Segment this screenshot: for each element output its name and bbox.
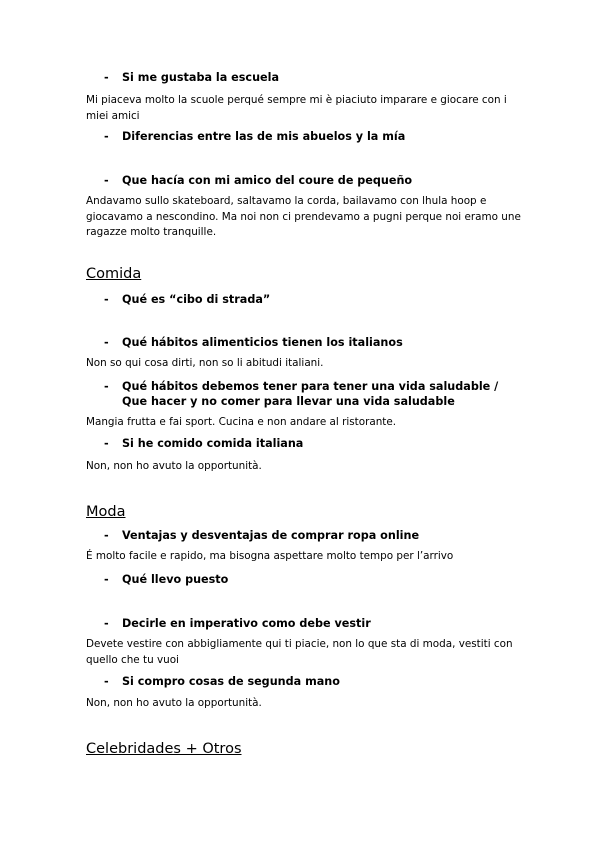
question-text: Si he comido comida italiana <box>122 437 304 450</box>
question-text: Qué hábitos debemos tener para tener una vida saludable / Que hacer y no comer para llevar una vida saludable <box>122 380 499 408</box>
bullet-dash: - <box>104 617 109 630</box>
question-text: Si me gustaba la escuela <box>122 71 280 84</box>
bullet-dash: - <box>104 380 109 393</box>
question-imperative <box>104 616 371 631</box>
section-heading-moda: Moda <box>86 504 126 520</box>
section-heading-comida: Comida <box>86 266 142 282</box>
bullet-dash: - <box>104 174 109 187</box>
question-healthy-life <box>104 379 498 409</box>
question-italian-food <box>104 436 303 451</box>
bullet-dash: - <box>104 529 109 542</box>
question-text: Qué hábitos alimenticios tienen los italianos <box>122 336 403 349</box>
bullet-dash: - <box>104 437 109 450</box>
answer-friend: Andavamo sullo skateboard, saltavamo la corda, bailavamo con lhula hoop e giocavamo a nescondino. Ma noi non ci prendevamo a pugni perque noi eramo une ragazze molto tranquille. <box>86 195 521 238</box>
question-second-hand <box>104 674 340 689</box>
answer-italian-food: Non, non ho avuto la opportunità. <box>86 460 262 472</box>
bullet-dash: - <box>104 130 109 143</box>
answer-second-hand: Non, non ho avuto la opportunità. <box>86 697 262 709</box>
question-text: Ventajas y desventajas de comprar ropa online <box>122 529 420 542</box>
question-food-habits <box>104 335 403 350</box>
section-heading-celebridades: Celebridades + Otros <box>86 741 242 757</box>
question-text: Qué es “cibo di strada” <box>122 293 271 306</box>
answer-imperative: Devete vestire con abbigliamente qui ti piacie, non lo que sta di moda, vestiti con quello che tu vuoi <box>86 638 513 666</box>
question-street-food <box>104 292 270 307</box>
question-text: Diferencias entre las de mis abuelos y la mía <box>122 130 406 143</box>
question-text: Si compro cosas de segunda mano <box>122 675 340 688</box>
answer-food-habits: Non so qui cosa dirti, non so li abitudi italiani. <box>86 357 324 369</box>
question-grandparents <box>104 129 405 144</box>
question-text: Que hacía con mi amico del coure de pequeño <box>122 174 413 187</box>
question-text: Decirle en imperativo como debe vestir <box>122 617 371 630</box>
question-wearing <box>104 572 228 587</box>
bullet-dash: - <box>104 573 109 586</box>
question-school <box>104 70 279 85</box>
question-friend <box>104 173 412 188</box>
answer-school: Mi piaceva molto la scuole perqué sempre mi è piaciuto imparare e giocare con i miei amici <box>86 94 507 122</box>
answer-online-shopping: É molto facile e rapido, ma bisogna aspettare molto tempo per l’arrivo <box>86 550 454 562</box>
bullet-dash: - <box>104 71 109 84</box>
question-online-shopping <box>104 528 419 543</box>
answer-healthy-life: Mangia frutta e fai sport. Cucina e non andare al ristorante. <box>86 416 397 428</box>
bullet-dash: - <box>104 675 109 688</box>
bullet-dash: - <box>104 336 109 349</box>
bullet-dash: - <box>104 293 109 306</box>
question-text: Qué llevo puesto <box>122 573 229 586</box>
